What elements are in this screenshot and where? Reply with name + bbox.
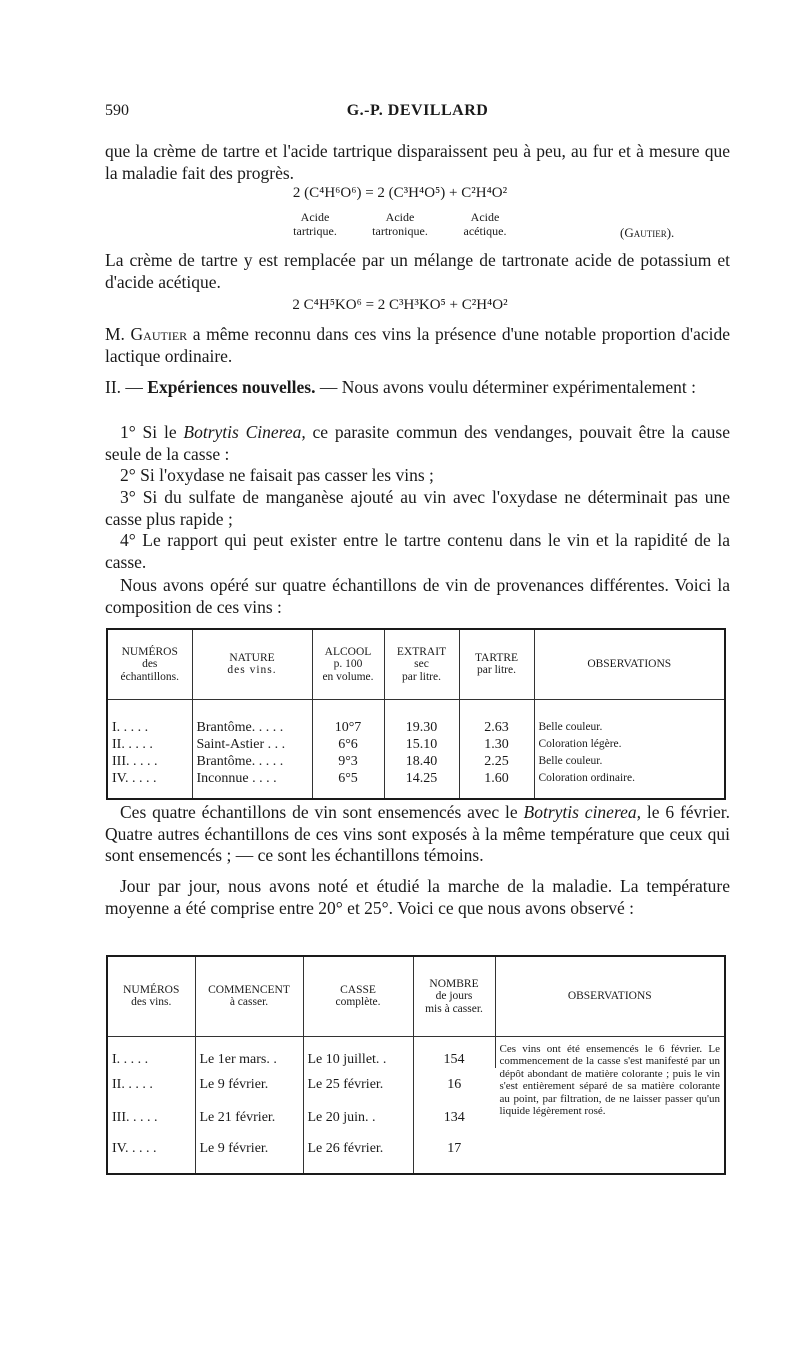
author-name: M. Gautier xyxy=(105,324,188,344)
running-title: G.-P. DEVILLARD xyxy=(346,102,489,119)
table2-observation: Ces vins ont été ensemencés le 6 février. Le commencement de la casse s'est manifesté par un dépôt abondant de matière colorante ; puis le vin s'est entièrement séparé de sa matière colorante au point, par filtration, de ne laisser passer qu'un liquide légèrement rosé. xyxy=(499,1042,720,1117)
item-1: 1° Si le Botrytis Cinerea, ce parasite commun des vendanges, pouvait être la cause seule de la casse : xyxy=(105,422,730,464)
paragraph-3 xyxy=(105,324,730,367)
paragraph-2: La crème de tartre y est remplacée par un mélange de tartronate acide de potassium et d'acide acétique. xyxy=(105,250,730,292)
table1-header-num: NUMÉROS des échantillons. xyxy=(107,629,192,699)
table-row: I. . . . . Brantôme. . . . . 10°7 19.30 2.63 Belle couleur. xyxy=(107,719,725,736)
paragraph-3-text: a même reconnu dans ces vins la présence d'une notable proportion d'acide lactique ordinaire. xyxy=(105,324,730,366)
label-tartrique: Acide tartrique. xyxy=(293,210,337,238)
page-header xyxy=(105,102,730,124)
item-4: 4° Le rapport qui peut exister entre le tartre contenu dans le vin et la rapidité de la casse. xyxy=(105,530,730,572)
table1-header-observations: OBSERVATIONS xyxy=(534,629,725,699)
table-row: II. . . . . Saint-Astier . . . 6°6 15.10 1.30 Coloration légère. xyxy=(107,736,725,753)
wine-composition-table xyxy=(106,628,726,800)
paragraph-7: Jour par jour, nous avons noté et étudié la marche de la maladie. La température moyenne a été comprise entre 20° et 25°. Voici ce que nous avons observé : xyxy=(105,876,730,918)
table-row: III. . . . . Le 21 février. Le 20 juin. . 134 xyxy=(107,1101,725,1134)
table2-header-observations: OBSERVATIONS xyxy=(495,956,725,1036)
table2-header-num: NUMÉROS des vins. xyxy=(107,956,195,1036)
table1-header-alcool: ALCOOL p. 100 en volume. xyxy=(312,629,384,699)
paragraph-1: que la crème de tartre et l'acide tartrique disparaissent peu à peu, au fur et à mesure que la maladie fait des progrès. xyxy=(105,141,730,183)
table2-header-days: NOMBRE de jours mis à casser. xyxy=(413,956,495,1036)
table-row: I. . . . . Le 1er mars. . Le 10 juillet. . 154 Ces vins ont été ensemencés le 6 février. Le commencement de la casse s'est manifesté par un dépôt abondant de matière colorante ; puis le vin s'est entièrement séparé de sa matière colorante au point, par filtration, de ne laisser passer qu'un liquide légèrement rosé. xyxy=(107,1036,725,1068)
section-number: II. — xyxy=(105,377,148,397)
paragraph-4-text: — Nous avons voulu déterminer expérimentalement : xyxy=(315,377,696,397)
table1-header-nature: NATURE des vins. xyxy=(192,629,312,699)
table-row: III. . . . . Brantôme. . . . . 9°3 18.40 2.25 Belle couleur. xyxy=(107,753,725,770)
table-row: II. . . . . Le 9 février. Le 25 février. 16 xyxy=(107,1068,725,1101)
label-acetique: Acide acétique. xyxy=(463,210,507,238)
section-title: Expériences nouvelles. xyxy=(147,377,316,397)
equation-2: 2 C⁴H⁵KO⁶ = 2 C³H³KO⁵ + C²H⁴O² xyxy=(292,297,508,313)
table1-header-tartre: TARTRE par litre. xyxy=(459,629,534,699)
table-row: IV. . . . . Inconnue . . . . 6°5 14.25 1.60 Coloration ordinaire. xyxy=(107,770,725,787)
table2-header-row xyxy=(107,956,725,1036)
table2-header-start: COMMENCENT à casser. xyxy=(195,956,303,1036)
wine-casse-table xyxy=(106,955,726,1175)
label-tartronique: Acide tartronique. xyxy=(372,210,428,238)
table2-header-end: CASSE complète. xyxy=(303,956,413,1036)
table1-header-extrait: EXTRAIT sec par litre. xyxy=(384,629,459,699)
item-2: 2° Si l'oxydase ne faisait pas casser les vins ; xyxy=(120,465,434,485)
table-row: IV. . . . . Le 9 février. Le 26 février. 17 xyxy=(107,1134,725,1174)
table1-header-row xyxy=(107,629,725,699)
equation-1-author: (Gautier). xyxy=(620,225,675,240)
item-3: 3° Si du sulfate de manganèse ajouté au vin avec l'oxydase ne déterminait pas une casse plus rapide ; xyxy=(105,487,730,529)
paragraph-4 xyxy=(105,377,730,399)
paragraph-6: Ces quatre échantillons de vin sont ensemencés avec le Botrytis cinerea, le 6 février. Quatre autres échantillons de ces vins sont exposés à la même température que ceux qui sont ensemencés ; — ce sont les échantillons témoins. xyxy=(105,802,730,865)
equation-1-labels xyxy=(275,210,525,238)
paragraph-5: Nous avons opéré sur quatre échantillons de vin de provenances différentes. Voici la composition de ces vins : xyxy=(105,575,730,617)
page-number: 590 xyxy=(105,102,129,119)
equation-1: 2 (C⁴H⁶O⁶) = 2 (C³H⁴O⁵) + C²H⁴O² xyxy=(292,185,508,201)
